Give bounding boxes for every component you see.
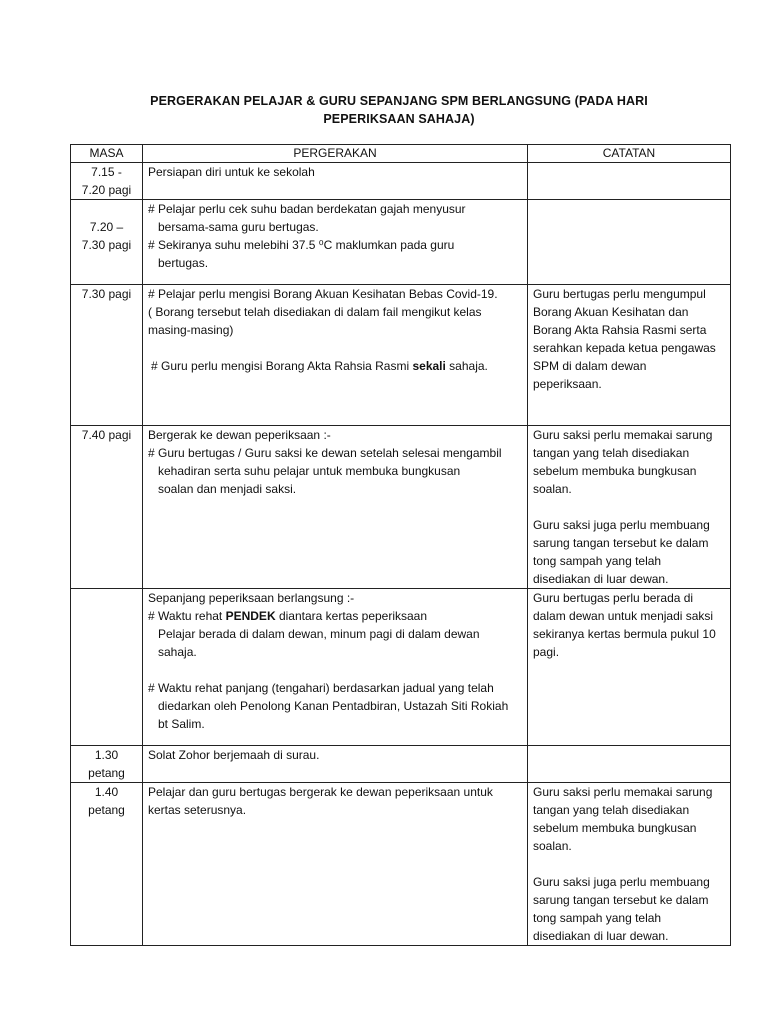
header-pergerakan: PERGERAKAN bbox=[143, 145, 528, 163]
masa-line: petang bbox=[88, 803, 125, 817]
pergerakan-line: bertugas. bbox=[158, 256, 209, 270]
catatan-line: tong sampah yang telah bbox=[533, 911, 662, 925]
line-text: # Guru perlu mengisi Borang Akta Rahsia Rasmi bbox=[151, 359, 413, 373]
catatan-line: tangan yang telah disediakan bbox=[533, 446, 690, 460]
pergerakan-cell bbox=[143, 746, 528, 783]
catatan-cell bbox=[528, 783, 731, 946]
masa-line: petang bbox=[88, 766, 125, 780]
catatan-line: soalan. bbox=[533, 482, 572, 496]
pergerakan-cell bbox=[143, 783, 528, 946]
catatan-cell bbox=[528, 589, 731, 746]
pergerakan-line: Pelajar dan guru bertugas bergerak ke dewan peperiksaan untuk bbox=[148, 785, 493, 799]
catatan-line: Borang Akuan Kesihatan dan bbox=[533, 305, 689, 319]
table-row bbox=[71, 200, 731, 285]
pergerakan-line: bersama-sama guru bertugas. bbox=[158, 220, 319, 234]
pergerakan-line: # Pelajar perlu mengisi Borang Akuan Kesihatan Bebas Covid-19. bbox=[148, 287, 498, 301]
pergerakan-line bbox=[148, 607, 522, 625]
pergerakan-line: soalan dan menjadi saksi. bbox=[158, 482, 297, 496]
pergerakan-line: kertas seterusnya. bbox=[148, 803, 247, 817]
pergerakan-line: Persiapan diri untuk ke sekolah bbox=[148, 165, 315, 179]
catatan-line: disediakan di luar dewan. bbox=[533, 929, 669, 943]
masa-cell bbox=[71, 163, 143, 200]
pergerakan-line: Sepanjang peperiksaan berlangsung :- bbox=[148, 591, 355, 605]
catatan-line: Guru bertugas perlu mengumpul bbox=[533, 287, 706, 301]
catatan-line: tangan yang telah disediakan bbox=[533, 803, 690, 817]
line-text: sahaja. bbox=[445, 359, 488, 373]
masa-cell bbox=[71, 746, 143, 783]
table-row bbox=[71, 163, 731, 200]
pergerakan-line: Bergerak ke dewan peperiksaan :- bbox=[148, 428, 331, 442]
masa-line: 1.40 bbox=[94, 785, 119, 799]
line-text: diantara kertas peperiksaan bbox=[275, 609, 428, 623]
masa-cell bbox=[71, 589, 143, 746]
masa-line: 7.30 pagi bbox=[81, 238, 132, 252]
schedule-table bbox=[70, 144, 731, 946]
pergerakan-line: ( Borang tersebut telah disediakan di dalam fail mengikut kelas bbox=[148, 305, 482, 319]
header-masa: MASA bbox=[71, 145, 143, 163]
table-header-row bbox=[71, 145, 731, 163]
header-catatan: CATATAN bbox=[528, 145, 731, 163]
emphasis-text: sekali bbox=[412, 359, 446, 373]
emphasis-text: PENDEK bbox=[225, 609, 276, 623]
table-row bbox=[71, 285, 731, 426]
pergerakan-line: # Sekiranya suhu melebihi 37.5 ⁰C maklumkan pada guru bbox=[148, 238, 455, 252]
catatan-line: sekiranya kertas bermula pukul 10 bbox=[533, 627, 716, 641]
catatan-line: serahkan kepada ketua pengawas bbox=[533, 341, 716, 355]
masa-line: 1.30 bbox=[94, 748, 119, 762]
pergerakan-line: kehadiran serta suhu pelajar untuk membuka bungkusan bbox=[158, 464, 461, 478]
catatan-line: sarung tangan tersebut ke dalam bbox=[533, 893, 709, 907]
catatan-line: dalam dewan untuk menjadi saksi bbox=[533, 609, 714, 623]
pergerakan-line: masing-masing) bbox=[148, 323, 234, 337]
masa-line: 7.20 – bbox=[89, 220, 124, 234]
table-row bbox=[71, 746, 731, 783]
catatan-line: disediakan di luar dewan. bbox=[533, 572, 669, 586]
masa-line: 7.30 pagi bbox=[81, 287, 132, 301]
catatan-line: sarung tangan tersebut ke dalam bbox=[533, 536, 709, 550]
masa-line: 7.20 pagi bbox=[81, 183, 132, 197]
masa-line: 7.15 - bbox=[91, 165, 122, 179]
pergerakan-line bbox=[148, 357, 522, 375]
masa-line: 7.40 pagi bbox=[81, 428, 132, 442]
pergerakan-line: # Waktu rehat panjang (tengahari) berdasarkan jadual yang telah bbox=[148, 681, 494, 695]
title-line-2: PEPERIKSAAN SAHAJA) bbox=[323, 112, 475, 126]
masa-cell bbox=[71, 200, 143, 285]
catatan-line: Guru saksi juga perlu membuang bbox=[533, 518, 710, 532]
pergerakan-line: bt Salim. bbox=[158, 717, 205, 731]
pergerakan-cell bbox=[143, 285, 528, 426]
catatan-line: Guru saksi juga perlu membuang bbox=[533, 875, 710, 889]
table-row bbox=[71, 589, 731, 746]
catatan-line: SPM di dalam dewan bbox=[533, 359, 647, 373]
catatan-line: tong sampah yang telah bbox=[533, 554, 662, 568]
catatan-line: Guru saksi perlu memakai sarung bbox=[533, 785, 713, 799]
catatan-cell bbox=[528, 285, 731, 426]
catatan-cell bbox=[528, 426, 731, 589]
catatan-cell bbox=[528, 163, 731, 200]
document-title bbox=[70, 92, 728, 128]
pergerakan-cell bbox=[143, 200, 528, 285]
catatan-line: Guru saksi perlu memakai sarung bbox=[533, 428, 713, 442]
masa-cell bbox=[71, 285, 143, 426]
table-row bbox=[71, 783, 731, 946]
pergerakan-cell bbox=[143, 163, 528, 200]
catatan-cell bbox=[528, 746, 731, 783]
pergerakan-line: sahaja. bbox=[158, 645, 197, 659]
title-line-1: PERGERAKAN PELAJAR & GURU SEPANJANG SPM BERLANGSUNG (PADA HARI bbox=[150, 94, 648, 108]
line-text: # Waktu rehat bbox=[148, 609, 226, 623]
catatan-line: pagi. bbox=[533, 645, 560, 659]
table-row bbox=[71, 426, 731, 589]
catatan-line: Borang Akta Rahsia Rasmi serta bbox=[533, 323, 707, 337]
pergerakan-cell bbox=[143, 589, 528, 746]
masa-cell bbox=[71, 426, 143, 589]
catatan-line: sebelum membuka bungkusan bbox=[533, 821, 697, 835]
catatan-cell bbox=[528, 200, 731, 285]
pergerakan-line: # Pelajar perlu cek suhu badan berdekatan gajah menyusur bbox=[148, 202, 466, 216]
catatan-line: sebelum membuka bungkusan bbox=[533, 464, 697, 478]
pergerakan-line: diedarkan oleh Penolong Kanan Pentadbiran, Ustazah Siti Rokiah bbox=[158, 699, 509, 713]
pergerakan-line: # Guru bertugas / Guru saksi ke dewan setelah selesai mengambil bbox=[148, 446, 502, 460]
pergerakan-line: Solat Zohor berjemaah di surau. bbox=[148, 748, 320, 762]
pergerakan-line: Pelajar berada di dalam dewan, minum pagi di dalam dewan bbox=[158, 627, 480, 641]
catatan-line: peperiksaan. bbox=[533, 377, 602, 391]
pergerakan-cell bbox=[143, 426, 528, 589]
catatan-line: soalan. bbox=[533, 839, 572, 853]
masa-cell bbox=[71, 783, 143, 946]
catatan-line: Guru bertugas perlu berada di bbox=[533, 591, 694, 605]
